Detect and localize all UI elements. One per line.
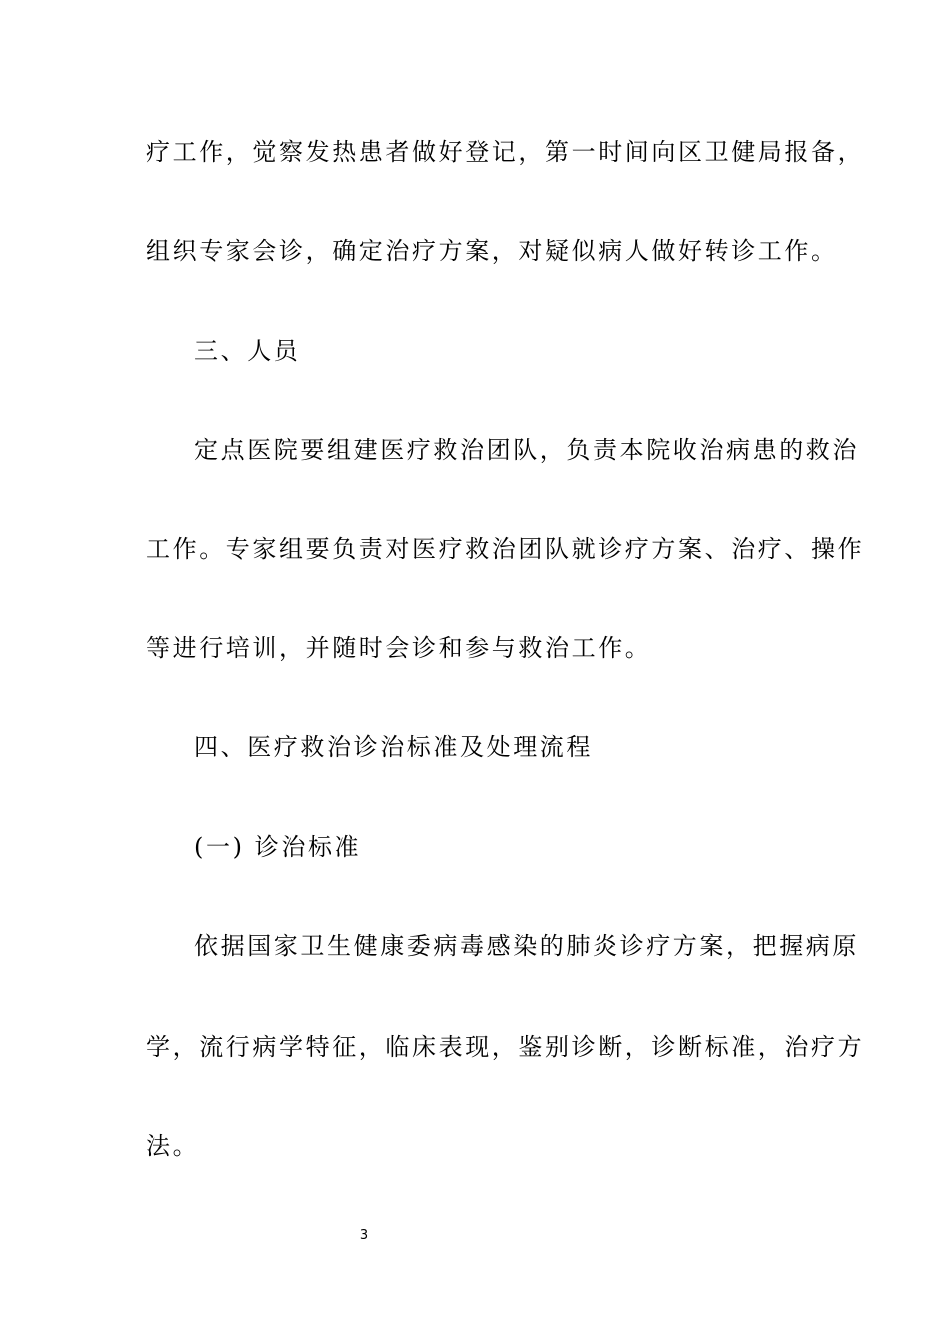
section-heading-personnel: 三、人员 <box>194 337 301 365</box>
paragraph-line-8: 法。 <box>146 1132 200 1160</box>
subsection-heading-diagnosis-standards: (一) 诊治标准 <box>194 833 362 861</box>
section-heading-treatment-standards: 四、医疗救治诊治标准及处理流程 <box>194 733 593 761</box>
paragraph-line-2: 组织专家会诊，确定治疗方案，对疑似病人做好转诊工作。 <box>146 237 838 265</box>
page-number: 3 <box>359 1228 369 1243</box>
paragraph-line-4: 工作。专家组要负责对医疗救治团队就诊疗方案、治疗、操作 <box>146 535 865 563</box>
paragraph-line-1: 疗工作，觉察发热患者做好登记，第一时间向区卫健局报备， <box>146 138 865 166</box>
paragraph-line-7: 学，流行病学特征，临床表现，鉴别诊断，诊断标准，治疗方 <box>146 1033 865 1061</box>
paragraph-line-5: 等进行培训，并随时会诊和参与救治工作。 <box>146 634 652 662</box>
paragraph-line-6: 依据国家卫生健康委病毒感染的肺炎诊疗方案，把握病原 <box>194 932 859 960</box>
paragraph-line-3: 定点医院要组建医疗救治团队，负责本院收治病患的救治 <box>194 436 859 464</box>
